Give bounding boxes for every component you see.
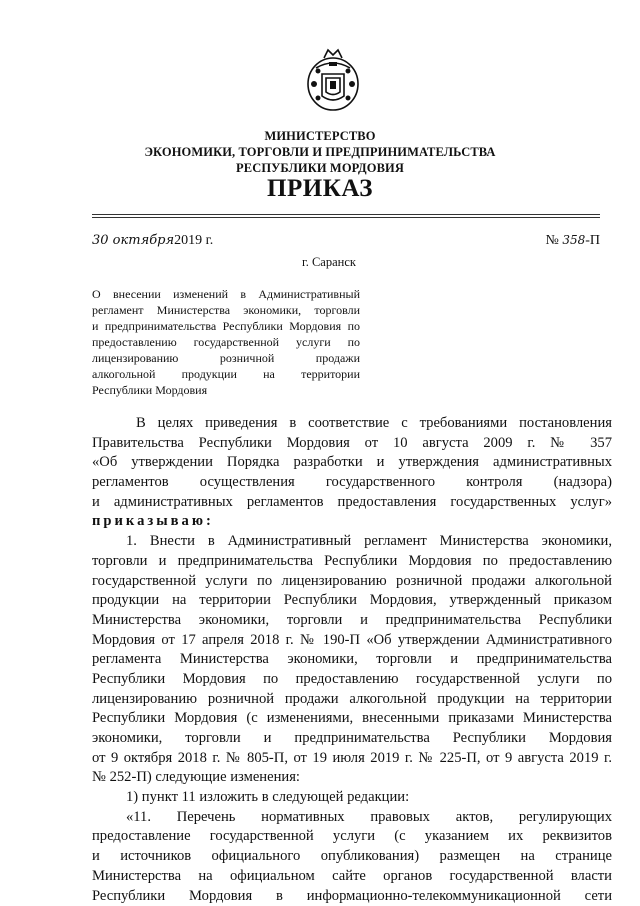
body-line: экономики, торговли и предпринимательства Республики Мордовия xyxy=(92,729,612,749)
body-line: «11. Перечень нормативных правовых актов, регулирующих xyxy=(92,808,612,828)
number-suffix: -П xyxy=(585,233,600,248)
body-line: Министерства на официальном сайте органов государственной власти xyxy=(92,867,612,887)
body-line: Республики Мордовия в информационно-телекоммуникационной сети xyxy=(92,887,612,906)
body-line: регламентов осуществления государственного контроля (надзора) xyxy=(92,473,612,493)
subject-line: О внесении изменений в Административный xyxy=(92,286,360,302)
city: г. Саранск xyxy=(302,255,356,270)
coat-of-arms-emblem xyxy=(302,44,364,116)
ministry-line-2: ЭКОНОМИКИ, ТОРГОВЛИ И ПРЕДПРИНИМАТЕЛЬСТВА xyxy=(0,145,640,160)
body-line: государственной услуги по лицензированию розничной продажи алкогольной xyxy=(92,572,612,592)
body-line: Республики Мордовия по предоставлению государственной услуги по xyxy=(92,670,612,690)
ministry-line-3: РЕСПУБЛИКИ МОРДОВИЯ xyxy=(0,161,640,176)
subject-line: лицензированию розничной продажи xyxy=(92,350,360,366)
body-line: регламента Министерства экономики, торговли и предпринимательства xyxy=(92,650,612,670)
body-line: 1. Внести в Административный регламент Министерства экономики, xyxy=(92,532,612,552)
number-sign: № xyxy=(545,233,558,248)
body-line: «Об утверждении Порядка разработки и утверждения административных xyxy=(92,453,612,473)
subject-line: алкогольной продукции на территории xyxy=(92,366,360,382)
ministry-line-1: МИНИСТЕРСТВО xyxy=(0,129,640,144)
body-line: Правительства Республики Мордовия от 10 августа 2009 г. № 357 xyxy=(92,434,612,454)
body-line: от 9 октября 2018 г. № 805-П, от 19 июля 2019 г. № 225-П, от 9 августа 2019 г. xyxy=(92,749,612,769)
body-line: № 252-П) следующие изменения: xyxy=(92,768,612,788)
body-line: лицензированию розничной продажи алкогольной продукции на территории xyxy=(92,690,612,710)
body-line: Министерства экономики, торговли и предпринимательства Республики xyxy=(92,611,612,631)
body-line: торговли и предпринимательства Республики Мордовия по предоставлению xyxy=(92,552,612,572)
order-directive: приказываю: xyxy=(92,512,612,532)
body-line: Мордовия от 17 апреля 2018 г. № 190-П «Об утверждении Административного xyxy=(92,631,612,651)
body-line: Республики Мордовия (с изменениями, внесенными приказами Министерства xyxy=(92,709,612,729)
order-date xyxy=(92,233,213,249)
body-line: и источников официального опубликования) размещен на странице xyxy=(92,847,612,867)
date-year: 2019 г. xyxy=(174,233,213,248)
body-line: предоставление государственной услуги (с указанием их реквизитов xyxy=(92,827,612,847)
body-line: 1) пункт 11 изложить в следующей редакции: xyxy=(92,788,612,808)
document-type-title: ПРИКАЗ xyxy=(0,175,640,203)
subject-line: регламент Министерства экономики, торговли xyxy=(92,302,360,318)
body-line: и административных регламентов предоставления государственных услуг» xyxy=(92,493,612,513)
body-line: В целях приведения в соответствие с требованиями постановления xyxy=(92,414,612,434)
handwritten-date: 30 октября xyxy=(92,233,174,248)
handwritten-number: 358 xyxy=(562,233,585,247)
header-divider-bottom xyxy=(92,217,600,218)
order-number xyxy=(545,233,600,249)
subject-line: предоставлению государственной услуги по xyxy=(92,334,360,350)
subject-line: и предпринимательства Республики Мордовия по xyxy=(92,318,360,334)
header-divider-top xyxy=(92,214,600,215)
body-line: продукции на территории Республики Мордовия, утвержденный приказом xyxy=(92,591,612,611)
subject-block xyxy=(92,286,360,398)
document-body xyxy=(92,414,612,906)
subject-line: Республики Мордовия xyxy=(92,382,360,398)
